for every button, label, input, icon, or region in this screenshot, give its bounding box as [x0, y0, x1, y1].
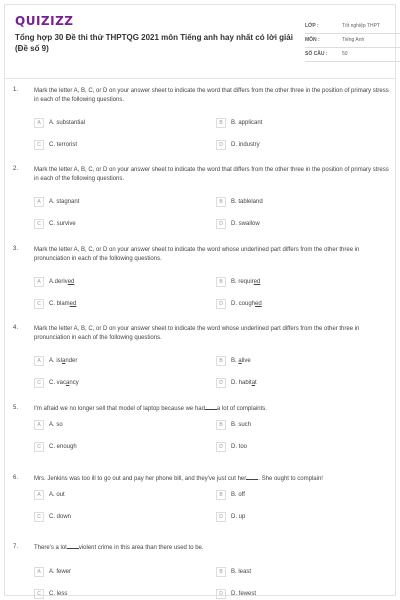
option-d[interactable] — [216, 377, 257, 389]
option-b[interactable] — [216, 276, 260, 288]
option-b[interactable] — [216, 419, 251, 431]
option-text: C. less — [49, 590, 68, 597]
question-7 — [13, 544, 390, 597]
document-header — [15, 10, 387, 78]
answer-blank — [67, 544, 79, 549]
question-text: Mrs. Jenkins was too ill to go out and pay her phone bill, and they've just cut her . She ought to complain! — [34, 476, 323, 482]
meta-table — [305, 20, 400, 62]
option-letter: B — [216, 356, 226, 366]
option-letter: A — [34, 420, 44, 430]
option-text: D. fewest — [231, 590, 257, 597]
question-number: 4. — [13, 325, 19, 331]
option-text: B. tableland — [231, 199, 263, 205]
option-a[interactable] — [34, 566, 71, 578]
meta-value: Tiếng Anh — [342, 37, 365, 43]
option-b[interactable] — [216, 566, 251, 578]
option-c[interactable] — [34, 139, 77, 151]
option-a[interactable] — [34, 117, 85, 129]
option-text: A. fewer — [49, 568, 72, 575]
option-letter: D — [216, 219, 226, 229]
option-a[interactable] — [34, 196, 79, 208]
question-number: 5. — [13, 405, 19, 411]
option-letter: B — [216, 118, 226, 128]
option-c[interactable] — [34, 218, 76, 230]
option-text: C. enough — [49, 443, 77, 450]
question-text: There's a lot violent crime in this area than there used to be. — [34, 545, 204, 551]
option-d[interactable] — [216, 218, 260, 230]
option-letter: C — [34, 512, 44, 522]
question-2 — [13, 166, 390, 227]
option-c[interactable] — [34, 441, 77, 453]
answer-blank — [246, 475, 258, 480]
option-text: A. stagnant — [49, 199, 80, 205]
question-5 — [13, 405, 390, 450]
option-d[interactable] — [216, 441, 247, 453]
question-text: Mark the letter A, B, C, or D on your answer sheet to indicate the word that differs from the other three in the position of primary stress in each of the following questions. — [34, 167, 389, 182]
option-letter: C — [34, 442, 44, 452]
option-text: B. applicant — [231, 120, 263, 126]
question-number: 7. — [13, 544, 19, 550]
option-d[interactable] — [216, 511, 245, 523]
option-letter: B — [216, 197, 226, 207]
option-text: D. industry — [231, 142, 260, 148]
meta-value: 50 — [342, 51, 348, 57]
option-text: C. down — [49, 513, 72, 520]
question-4 — [13, 325, 390, 386]
option-text: B. such — [231, 421, 252, 428]
option-letter: B — [216, 420, 226, 430]
question-1 — [13, 87, 390, 148]
option-b[interactable] — [216, 489, 245, 501]
option-letter: A — [34, 490, 44, 500]
option-letter: A — [34, 356, 44, 366]
meta-label: LỚP : — [305, 23, 319, 29]
option-letter: D — [216, 140, 226, 150]
option-a[interactable] — [34, 355, 77, 367]
option-text: B. off — [231, 491, 245, 498]
meta-value: Tốt nghiệp THPT — [342, 23, 380, 29]
option-letter: C — [34, 299, 44, 309]
document-title: Tổng hợp 30 Đề thi thử THPTQG 2021 môn Tiếng anh hay nhất có lời giải (Đề số 9) — [15, 33, 293, 53]
option-c[interactable] — [34, 511, 71, 523]
option-d[interactable] — [216, 588, 256, 600]
question-text: Mark the letter A, B, C, or D on your answer sheet to indicate the word whose underlined part differs from the other three in pronunciation in each of the following questions. — [34, 247, 360, 262]
option-a[interactable] — [34, 276, 74, 288]
question-6 — [13, 475, 390, 520]
option-text: A. islander — [49, 358, 78, 364]
option-text: A.derived — [49, 279, 75, 285]
option-letter: A — [34, 277, 44, 287]
meta-row-count — [305, 48, 400, 62]
option-letter: A — [34, 118, 44, 128]
option-letter: D — [216, 512, 226, 522]
meta-label: MÔN : — [305, 37, 320, 43]
option-b[interactable] — [216, 117, 262, 129]
meta-label: SỐ CÂU : — [305, 51, 328, 57]
option-a[interactable] — [34, 419, 63, 431]
option-text: B. least — [231, 568, 252, 575]
option-text: A. substantial — [49, 120, 86, 126]
option-letter: C — [34, 589, 44, 599]
question-text: Mark the letter A, B, C, or D on your answer sheet to indicate the word that differs from the other three in the position of primary stress in each of the following questions. — [34, 88, 389, 103]
option-d[interactable] — [216, 298, 262, 310]
option-letter: A — [34, 567, 44, 577]
option-text: B. alive — [231, 358, 251, 364]
option-text: C. blamed — [49, 301, 77, 307]
option-letter: B — [216, 277, 226, 287]
option-text: A. out — [49, 491, 65, 498]
quizizz-logo: QUIZIZZ — [15, 14, 74, 28]
answer-blank — [205, 405, 217, 410]
option-text: C. terrorist — [49, 142, 78, 148]
question-number: 2. — [13, 166, 19, 172]
option-a[interactable] — [34, 489, 65, 501]
meta-row-class — [305, 20, 400, 34]
option-d[interactable] — [216, 139, 260, 151]
option-text: C. survive — [49, 221, 76, 227]
option-text: D. too — [231, 443, 248, 450]
option-b[interactable] — [216, 196, 263, 208]
option-letter: D — [216, 378, 226, 388]
option-letter: D — [216, 299, 226, 309]
option-letter: B — [216, 490, 226, 500]
option-letter: D — [216, 442, 226, 452]
option-letter: D — [216, 589, 226, 599]
question-3 — [13, 246, 390, 307]
option-c[interactable] — [34, 298, 76, 310]
option-letter: B — [216, 567, 226, 577]
option-text: C. vacancy — [49, 380, 79, 386]
option-letter: C — [34, 219, 44, 229]
option-letter: C — [34, 140, 44, 150]
question-text: I'm afraid we no longer sell that model of laptop because we had a lot of complaints. — [34, 406, 267, 412]
option-c[interactable] — [34, 377, 79, 389]
question-number: 1. — [13, 87, 19, 93]
meta-row-subject — [305, 34, 400, 48]
option-text: D. habitat — [231, 380, 257, 386]
option-text: D. up — [231, 513, 246, 520]
option-text: A. so — [49, 421, 63, 428]
header-divider — [4, 78, 396, 79]
option-text: B. required — [231, 279, 261, 285]
option-b[interactable] — [216, 355, 251, 367]
question-number: 3. — [13, 246, 19, 252]
option-text: D. coughed — [231, 301, 262, 307]
question-text: Mark the letter A, B, C, or D on your answer sheet to indicate the word whose underlined part differs from the other three in pronunciation in each of the following questions. — [34, 326, 360, 341]
question-number: 6. — [13, 475, 19, 481]
option-c[interactable] — [34, 588, 67, 600]
option-text: D. swallow — [231, 221, 260, 227]
option-letter: C — [34, 378, 44, 388]
option-letter: A — [34, 197, 44, 207]
